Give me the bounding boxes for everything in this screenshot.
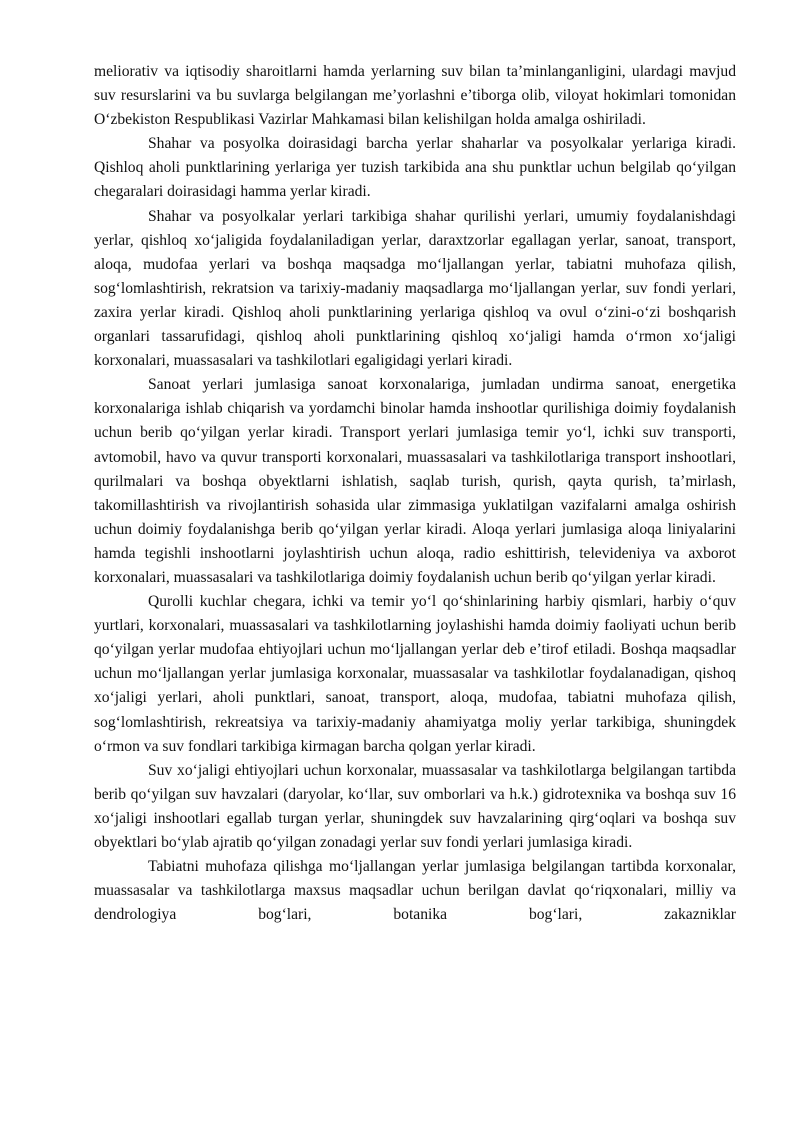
paragraph-7: Tabiatni muhofaza qilishga mo‘ljallangan yerlar jumlasiga belgilangan tartibda korxonalar, muassasalar va tashkilotlarga maxsus maqsadlar uchun berilgan davlat qo‘riqxonalari, milliy va dendrologiya bog‘lari, botanika bog‘lari, zakazniklar <box>94 858 736 924</box>
paragraph-4: Sanoat yerlari jumlasiga sanoat korxonalariga, jumladan undirma sanoat, energetika korxonalariga ishlab chiqarish va yordamchi binolar hamda inshootlar qurilishiga doimiy foydalanish uchun berib qo‘yilgan yerlar kiradi. Transport yerlari jumlasiga temir yo‘l, ichki suv transporti, avtomobil, havo va quvur transporti korxonalari, muassasalari va tashkilotlariga transport inshootlari, qurilmalari va boshqa obyektlarni ishlatish, saqlab turish, qurish, qayta qurish, ta’mirlash, takomillashtirish va rivojlantirish sohasida ular zimmasiga yuklatilgan vazifalarni amalga oshirish uchun doimiy foydalanishga berib qo‘yilgan yerlar kiradi. Aloqa yerlari jumlasiga aloqa liniyalarini hamda tegishli inshootlarni joylashtirish uchun aloqa, radio eshittirish, televideniya va axborot korxonalari, muassasalari va tashkilotlariga doimiy foydalanish uchun berib qo‘yilgan yerlar kiradi. <box>94 376 736 586</box>
paragraph-6: Suv xo‘jaligi ehtiyojlari uchun korxonalar, muassasalar va tashkilotlarga belgilangan tartibda berib qo‘yilgan suv havzalari (daryolar, ko‘llar, suv omborlari va h.k.) gidrotexnika va boshqa suv 16 xo‘jaligi inshootlari egallab turgan yerlar, shuningdek suv havzalarining qirg‘oqlari va boshqa suv obyektlari bo‘ylab ajratib qo‘yilgan zonadagi yerlar suv fondi yerlari jumlasiga kiradi. <box>94 761 736 851</box>
paragraph-2: Shahar va posyolka doirasidagi barcha yerlar shaharlar va posyolkalar yerlariga kiradi. Qishloq aholi punktlarining yerlariga yer tuzish tarkibida ana shu punktlar uchun belgilab qo‘yilgan chegaralari doirasidagi hamma yerlar kiradi. <box>94 135 736 201</box>
paragraph-3: Shahar va posyolkalar yerlari tarkibiga shahar qurilishi yerlari, umumiy foydalanishdagi yerlar, qishloq xo‘jaligida foydalaniladigan yerlar, daraxtzorlar egallagan yerlar, sanoat, transport, aloqa, mudofaa yerlari va boshqa maqsadga mo‘ljallangan yerlar, tabiatni muhofaza qilish, sog‘lomlashtirish, rekratsion va tarixiy-madaniy maqsadlarga mo‘ljallangan yerlar, suv fondi yerlari, zaxira yerlar kiradi. Qishloq aholi punktlarining yerlariga qishloq va ovul o‘zini-o‘zi boshqarish organlari tassarufidagi, qishloq aholi punktlarining qishloq xo‘jaligi hamda o‘rmon xo‘jaligi korxonalari, muassasalari va tashkilotlari egaligidagi yerlari kiradi. <box>94 207 736 370</box>
document-page <box>94 60 736 927</box>
paragraph-1: meliorativ va iqtisodiy sharoitlarni hamda yerlarning suv bilan ta’minlanganligini, ulardagi mavjud suv resurslarini va bu suvlarga belgilangan me’yorlashni e’tiborga olib, viloyat hokimlari tomonidan O‘zbekiston Respublikasi Vazirlar Mahkamasi bilan kelishilgan holda amalga oshiriladi. <box>94 63 736 129</box>
paragraph-5: Qurolli kuchlar chegara, ichki va temir yo‘l qo‘shinlarining harbiy qismlari, harbiy o‘quv yurtlari, korxonalari, muassasalari va tashkilotlarning joylashishi hamda doimiy faoliyati uchun berib qo‘yilgan yerlar mudofaa ehtiyojlari uchun mo‘ljallangan yerlar deb e’tirof etiladi. Boshqa maqsadlar uchun mo‘ljallangan yerlar jumlasiga korxonalar, muassasalar va tashkilotlar foydalanadigan, qishoq xo‘jaligi yerlari, aholi punktlari, sanoat, transport, aloqa, mudofaa, tabiatni muhofaza qilish, sog‘lomlashtirish, rekreatsiya va tarixiy-madaniy ahamiyatga moliy yerlar tarkibiga, shuningdek o‘rmon va suv fondlari tarkibiga kirmagan barcha qolgan yerlar kiradi. <box>94 593 736 755</box>
